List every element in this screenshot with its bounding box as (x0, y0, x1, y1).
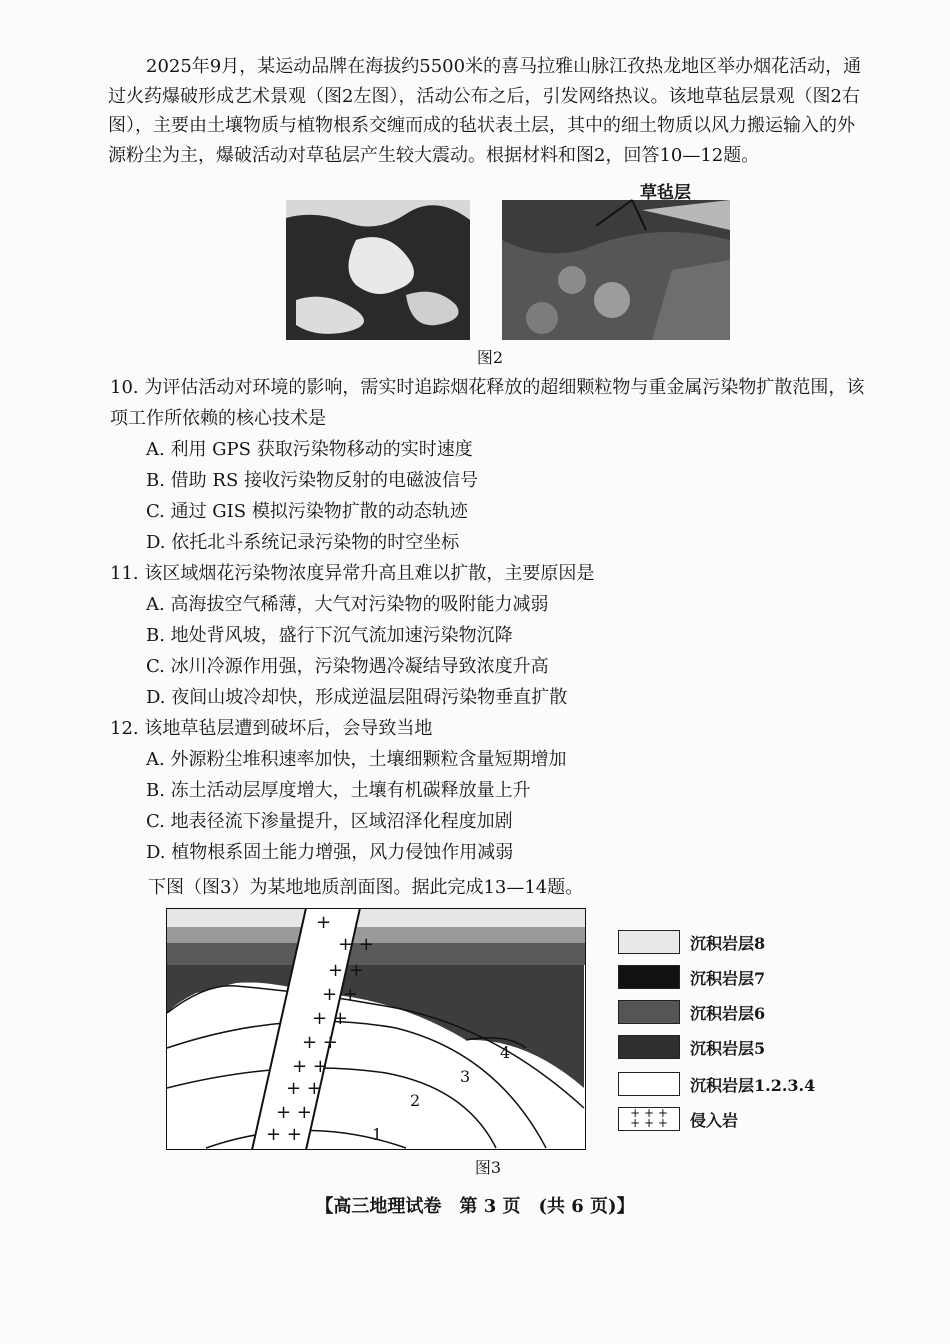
figure-3-caption: 图3 (474, 1158, 502, 1177)
page-footer: 【高三地理试卷 第 3 页 (共 6 页)】 (315, 1196, 635, 1217)
legend-item-6: 沉积岩层6 (618, 998, 765, 1026)
legend-item-intrusive: + + + + + + 侵入岩 (618, 1105, 738, 1133)
swatch-intrusive: + + + + + + (618, 1107, 680, 1131)
layer-8-band (167, 909, 585, 927)
layer-number-2: 2 (410, 1091, 421, 1110)
swatch-layer-7 (618, 965, 680, 989)
layer-7-band (167, 927, 585, 943)
fireworks-photo (286, 200, 470, 340)
svg-text:+ +: + + (292, 1056, 328, 1077)
q10-option-d[interactable]: D. 依托北斗系统记录污染物的时空坐标 (146, 532, 460, 553)
grass-mat-label: 草毡层 (640, 183, 691, 203)
svg-text:+ +: + + (312, 1008, 348, 1029)
intro-paragraph: 2025年9月，某运动品牌在海拔约5500米的喜马拉雅山脉江孜热龙地区举办烟花活动，通过火药爆破形成艺术景观（图2左图），活动公布之后，引发网络热议。该地草毡层景观（图2右图），主要由土壤物质与植物根系交缠而成的毡状表土层，其中的细土物质以风力搬运输入的外源粉尘为主，爆破活动对草毡层产生较大震动。根据材料和图2，回答10—12题。 (108, 56, 862, 166)
question-11: 11. 该区域烟花污染物浓度异常升高且难以扩散，主要原因是 (110, 563, 595, 584)
layer-6-band (167, 943, 585, 965)
swatch-layer-8 (618, 930, 680, 954)
legend-item-5: 沉积岩层5 (618, 1033, 765, 1061)
svg-text:+ +: + + (328, 960, 364, 981)
q10-option-c[interactable]: C. 通过 GIS 模拟污染物扩散的动态轨迹 (146, 501, 468, 522)
q11-option-a[interactable]: A. 高海拔空气稀薄，大气对污染物的吸附能力减弱 (146, 594, 549, 615)
legend-item-8: 沉积岩层8 (618, 928, 765, 956)
layer-number-3: 3 (460, 1067, 471, 1086)
layer-number-4: 4 (500, 1043, 511, 1062)
layer-number-1: 1 (372, 1125, 383, 1144)
question-12: 12. 该地草毡层遭到破坏后，会导致当地 (110, 718, 433, 739)
q12-option-a[interactable]: A. 外源粉尘堆积速率加快，土壤细颗粒含量短期增加 (146, 749, 567, 770)
legend-item-1234: 沉积岩层1.2.3.4 (618, 1070, 815, 1098)
q10-option-a[interactable]: A. 利用 GPS 获取污染物移动的实时速度 (146, 439, 473, 460)
swatch-layer-5 (618, 1035, 680, 1059)
svg-text:+ +: + + (276, 1102, 312, 1123)
figure-2-caption: 图2 (476, 348, 504, 367)
legend-item-7: 沉积岩层7 (618, 963, 765, 991)
svg-text:+ +: + + (266, 1124, 302, 1145)
svg-text:+ +: + + (322, 984, 358, 1005)
q12-option-b[interactable]: B. 冻土活动层厚度增大，土壤有机碳释放量上升 (146, 780, 531, 801)
svg-text:+: + (316, 912, 332, 933)
svg-text:+ +: + + (338, 934, 374, 955)
swatch-layer-6 (618, 1000, 680, 1024)
figure-2 (286, 182, 746, 342)
q11-option-c[interactable]: C. 冰川冷源作用强，污染物遇冷凝结导致浓度升高 (146, 656, 549, 677)
q11-option-b[interactable]: B. 地处背风坡，盛行下沉气流加速污染物沉降 (146, 625, 513, 646)
q12-option-c[interactable]: C. 地表径流下渗量提升，区域沼泽化程度加剧 (146, 811, 513, 832)
svg-text:+ +: + + (286, 1078, 322, 1099)
svg-text:+ +: + + (302, 1032, 338, 1053)
swatch-layer-1234 (618, 1072, 680, 1096)
q10-option-b[interactable]: B. 借助 RS 接收污染物反射的电磁波信号 (146, 470, 478, 491)
question-10: 10. 为评估活动对环境的影响，需实时追踪烟花释放的超细颗粒物与重金属污染物扩散范围，该项工作所依赖的核心技术是 (110, 377, 865, 429)
q12-option-d[interactable]: D. 植物根系固土能力增强，风力侵蚀作用减弱 (146, 842, 514, 863)
section-13-14-intro: 下图（图3）为某地地质剖面图。据此完成13—14题。 (148, 877, 584, 898)
figure-3-cross-section (166, 908, 586, 1150)
q11-option-d[interactable]: D. 夜间山坡冷却快，形成逆温层阻碍污染物垂直扩散 (146, 687, 568, 708)
